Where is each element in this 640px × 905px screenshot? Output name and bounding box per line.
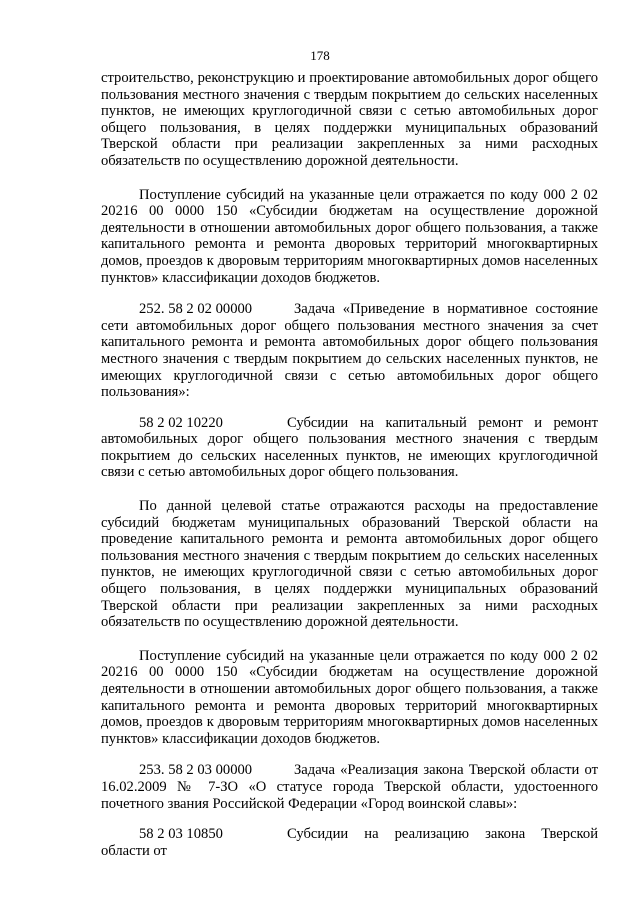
task-text-252: Задача «Приведение в нормативное состояние сети автомобильных дорог общего пользования местного значения за счет капитального ремонта и ремонта автомобильных дорог общего пользования местного значения с твердым покрытием до сельских населенных пунктов, не имеющих круглогодичной связи с сетью автомобильных дорог общего пользования»:: [101, 301, 598, 401]
article-text-10220: Субсидии на капитальный ремонт и ремонт автомобильных дорог общего пользования местного значения с твердым покрытием до сельских населенных пунктов, не имеющих круглогодичной связи с сетью автомобильных дорог общего пользования.: [101, 414, 598, 481]
document-body: [101, 70, 598, 859]
paragraph-task-253: [101, 762, 598, 812]
paragraph-expense-description: По данной целевой статье отражаются расходы на предоставление субсидий бюджетам муниципальных образований Тверской области на проведение капитального ремонта и ремонта автомобильных дорог общего пользования местного значения с твердым покрытием до сельских населенных пунктов, не имеющих круглогодичной связи с сетью автомобильных дорог общего пользования, в целях поддержки муниципальных образований Тверской области при реализации закрепленных за ними расходных обязательств по осуществлению дорожной деятельности.: [101, 498, 598, 631]
paragraph-subsidy-10220: [101, 415, 598, 481]
task-text-253: Задача «Реализация закона Тверской области от 16.02.2009 № 7-ЗО «О статусе города Тверской области, удостоенного почетного звания Российской Федерации «Город воинской славы»:: [101, 762, 598, 812]
article-text-10850: Субсидии на реализацию закона Тверской области от: [101, 826, 598, 859]
article-code-10220: 58 2 02 10220: [139, 414, 223, 431]
page-number: 178: [310, 48, 330, 63]
task-code-252: 252. 58 2 02 00000: [139, 301, 253, 318]
article-code-10850: 58 2 03 10850: [139, 826, 223, 843]
paragraph-task-252: [101, 301, 598, 401]
paragraph-construction-purpose: строительство, реконструкцию и проектирование автомобильных дорог общего пользования местного значения с твердым покрытием до сельских населенных пунктов, не имеющих круглогодичной связи с сетью автомобильных дорог общего пользования, в целях поддержки муниципальных образований Тверской области при реализации закрепленных за ними расходных обязательств по осуществлению дорожной деятельности.: [101, 70, 598, 169]
paragraph-revenue-code-1: Поступление субсидий на указанные цели отражается по коду 000 2 02 20216 00 0000 150 «Субсидии бюджетам на осуществление дорожной деятельности в отношении автомобильных дорог общего пользования, а также капитального ремонта и ремонта дворовых территорий многоквартирных домов, проездов к дворовым территориям многоквартирных домов населенных пунктов» классификации доходов бюджетов.: [101, 186, 598, 286]
task-code-253: 253. 58 2 03 00000: [139, 762, 253, 779]
paragraph-subsidy-10850: [101, 826, 598, 859]
paragraph-revenue-code-2: Поступление субсидий на указанные цели отражается по коду 000 2 02 20216 00 0000 150 «Субсидии бюджетам на осуществление дорожной деятельности в отношении автомобильных дорог общего пользования, а также капитального ремонта и ремонта дворовых территорий многоквартирных домов, проездов к дворовым территориям многоквартирных домов населенных пунктов» классификации доходов бюджетов.: [101, 647, 598, 747]
